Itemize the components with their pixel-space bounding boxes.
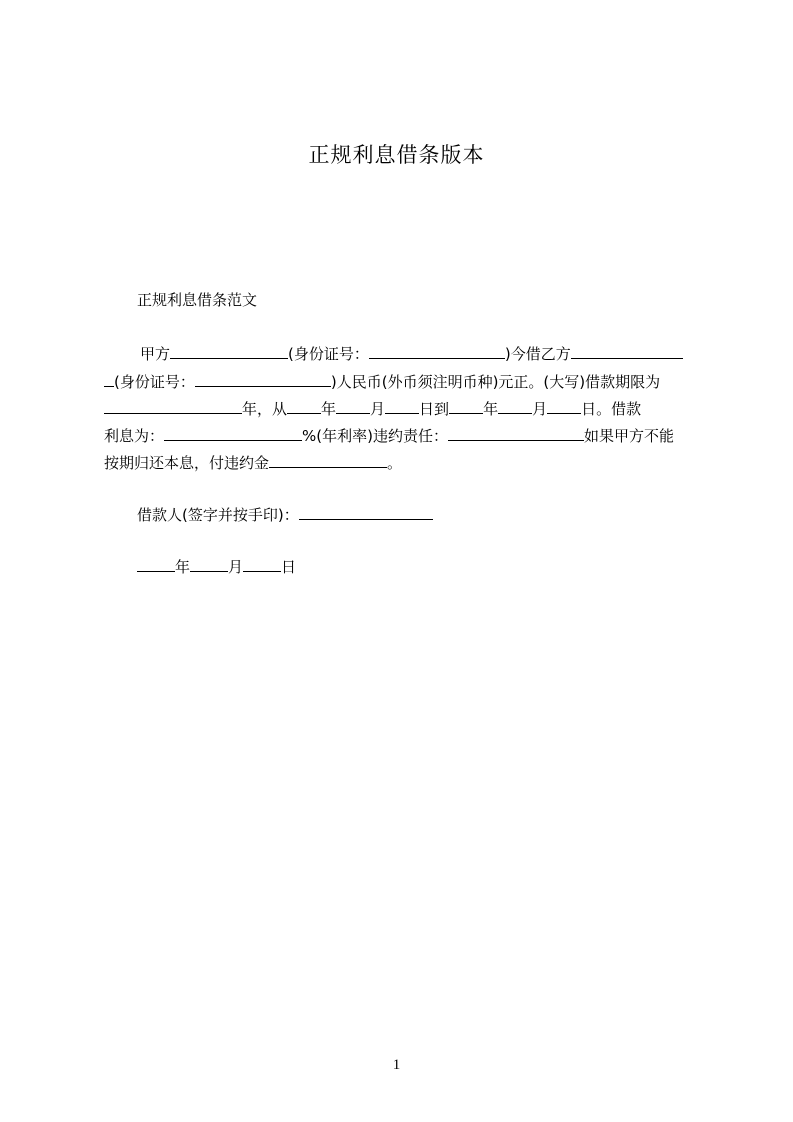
text-repay: 按期归还本息，付违约金 bbox=[104, 454, 270, 472]
date-year-label: 年 bbox=[175, 558, 191, 576]
body-line-5 bbox=[104, 451, 402, 475]
body-line-1 bbox=[140, 342, 683, 366]
date-month-label: 月 bbox=[228, 558, 244, 576]
document-title: 正规利息借条版本 bbox=[308, 143, 485, 167]
signature-line bbox=[137, 503, 433, 527]
page-number: 1 bbox=[392, 1057, 401, 1073]
body-line-3 bbox=[104, 397, 641, 421]
text-rmb-term: )人民币(外币须注明币种)元正。(大写)借款期限为 bbox=[330, 373, 661, 391]
blank-signature bbox=[299, 503, 433, 520]
text-id-label-1: (身份证号： bbox=[288, 345, 369, 363]
blank-start-month bbox=[336, 397, 370, 414]
text-year-from: 年，从 bbox=[242, 400, 288, 418]
body-line-2 bbox=[104, 370, 660, 394]
text-month-1: 月 bbox=[370, 400, 386, 418]
text-interest: 利息为： bbox=[104, 427, 165, 445]
blank-start-day bbox=[385, 397, 419, 414]
blank-end-year bbox=[449, 397, 483, 414]
signature-label: 借款人(签字并按手印)： bbox=[137, 506, 299, 524]
text-day-loan: 日。借款 bbox=[581, 400, 642, 418]
text-year-2: 年 bbox=[483, 400, 499, 418]
document-subtitle: 正规利息借条范文 bbox=[137, 291, 258, 309]
date-day-label: 日 bbox=[281, 558, 297, 576]
blank-interest-rate bbox=[164, 424, 302, 441]
blank-end-month bbox=[498, 397, 532, 414]
text-borrow-from: )今借乙方 bbox=[504, 345, 571, 363]
blank-party-b-id bbox=[195, 370, 331, 387]
blank-end-day bbox=[547, 397, 581, 414]
blank-penalty bbox=[269, 451, 387, 468]
date-line bbox=[137, 555, 296, 579]
text-period: 。 bbox=[387, 454, 403, 472]
blank-party-a-name bbox=[170, 342, 288, 359]
blank-party-a-id bbox=[369, 342, 505, 359]
blank-sign-year bbox=[137, 555, 175, 572]
text-day-to: 日到 bbox=[419, 400, 450, 418]
text-month-2: 月 bbox=[532, 400, 548, 418]
text-party-a: 甲方 bbox=[140, 345, 171, 363]
blank-sign-month bbox=[190, 555, 228, 572]
text-annual-rate: %(年利率)违约责任： bbox=[302, 427, 448, 445]
blank-party-b-name-cont bbox=[104, 370, 114, 387]
text-year-1: 年 bbox=[321, 400, 337, 418]
text-if-party-a: 如果甲方不能 bbox=[583, 427, 674, 445]
blank-loan-term bbox=[104, 397, 242, 414]
body-line-4 bbox=[104, 424, 674, 448]
blank-liability bbox=[448, 424, 584, 441]
blank-start-year bbox=[287, 397, 321, 414]
text-id-label-2: (身份证号： bbox=[114, 373, 195, 391]
blank-sign-day bbox=[243, 555, 281, 572]
blank-party-b-name bbox=[571, 342, 683, 359]
